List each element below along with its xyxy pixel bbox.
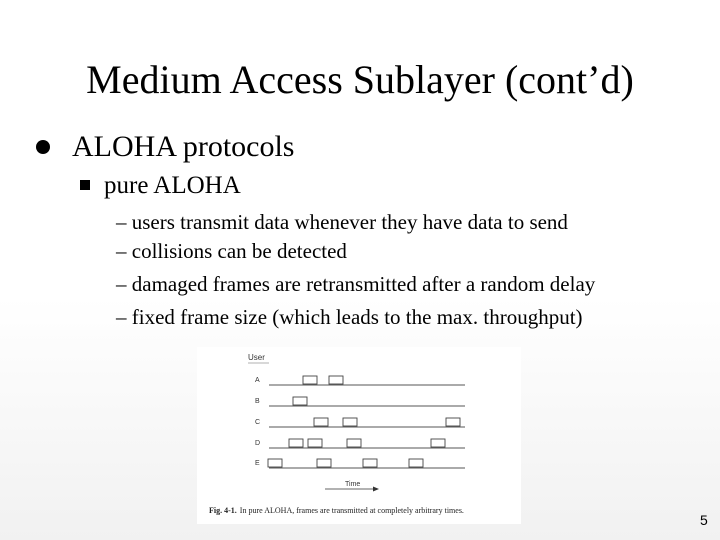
- frame: [347, 439, 361, 447]
- aloha-timing-diagram: [197, 347, 521, 524]
- aloha-figure: [197, 347, 521, 524]
- frame: [363, 459, 377, 467]
- frame: [289, 439, 303, 447]
- frame: [431, 439, 445, 447]
- sub-item: – collisions can be detected: [116, 239, 347, 263]
- bullet-pure-aloha: pure ALOHA: [104, 172, 241, 199]
- sub-item: – fixed frame size (which leads to the max. throughput): [116, 305, 583, 329]
- square-bullet-icon: [80, 180, 90, 190]
- frame: [293, 397, 307, 405]
- bullet-aloha-protocols: ALOHA protocols: [72, 130, 295, 163]
- user-label: E: [255, 460, 260, 467]
- figure-caption-label: Fig. 4-1.: [209, 506, 237, 515]
- sub-item: – damaged frames are retransmitted after a random delay: [116, 272, 596, 296]
- frame: [314, 418, 328, 426]
- page-number: 5: [700, 512, 708, 528]
- frame: [343, 418, 357, 426]
- frame: [303, 376, 317, 384]
- time-axis-label: Time: [345, 481, 361, 488]
- frame: [446, 418, 460, 426]
- user-label: D: [255, 440, 261, 447]
- slide-title: Medium Access Sublayer (cont’d): [86, 57, 634, 102]
- time-arrow-icon: [373, 487, 379, 492]
- figure-caption: [209, 506, 464, 515]
- frame: [409, 459, 423, 467]
- user-axis-label: User: [248, 353, 265, 362]
- frame: [308, 439, 322, 447]
- frame: [268, 459, 282, 467]
- round-bullet-icon: [36, 140, 50, 154]
- frame: [317, 459, 331, 467]
- user-label: B: [255, 398, 260, 405]
- figure-caption-text: In pure ALOHA, frames are transmitted at completely arbitrary times.: [239, 506, 464, 515]
- user-label: C: [255, 419, 261, 426]
- frame: [329, 376, 343, 384]
- user-label: A: [255, 377, 260, 384]
- sub-item: – users transmit data whenever they have data to send: [116, 210, 568, 234]
